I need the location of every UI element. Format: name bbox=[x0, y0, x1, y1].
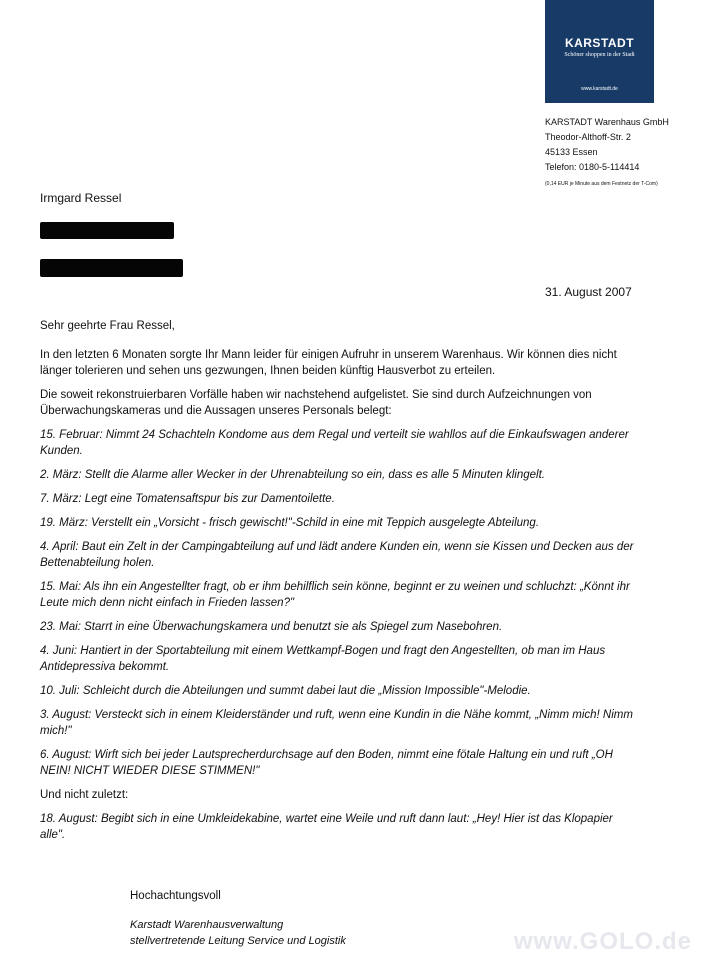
paragraph-intro: In den letzten 6 Monaten sorgte Ihr Mann leider für einigen Aufruhr in unserem Warenhaus. Wir können dies nicht länger tolerieren und sehen uns gezwungen, Ihnen beiden künftig Hausverbot zu erteilen. bbox=[40, 349, 617, 377]
signature-block bbox=[130, 917, 346, 949]
sender-phone-note: (0,14 EUR je Minute aus dem Festnetz der T-Com) bbox=[545, 181, 658, 187]
watermark: www.GOLO.de bbox=[513, 928, 692, 955]
final-incident: 18. August: Begibt sich in eine Umkleidekabine, wartet eine Weile und ruft dann laut: „Hey! Hier ist das Klopapier alle". bbox=[40, 813, 613, 841]
sender-city: 45133 Essen bbox=[545, 147, 598, 157]
sender-company: KARSTADT Warenhaus GmbH bbox=[545, 117, 669, 127]
logo-url: www.karstadt.de bbox=[581, 86, 618, 92]
incident-item: 6. August: Wirft sich bei jeder Lautsprecherdurchsage auf den Boden, nimmt eine fötale Haltung ein und ruft „OH NEIN! NICHT WIEDER DIESE STIMMEN!" bbox=[40, 749, 613, 777]
closing: Hochachtungsvoll bbox=[130, 890, 221, 902]
paragraph-list-intro: Die soweit rekonstruierbaren Vorfälle haben wir nachstehend aufgelistet. Sie sind durch Aufzeichnungen von Überwachungskameras und die Aussagen unseres Personals belegt: bbox=[40, 389, 592, 417]
karstadt-logo bbox=[545, 0, 654, 103]
transition-line: Und nicht zuletzt: bbox=[40, 789, 129, 801]
redacted-street bbox=[40, 222, 174, 239]
incident-item: 4. April: Baut ein Zelt in der Campingabteilung auf und lädt andere Kunden ein, wenn sie Kissen und Decken aus der Bettenabteilung holen. bbox=[40, 541, 634, 569]
logo-brand: KARSTADT bbox=[564, 36, 635, 50]
incident-item: 15. Mai: Als ihn ein Angestellter fragt, ob er ihm behilflich sein könne, beginnt er zu weinen und schluchzt: „Könnt ihr Leute mich denn nicht einfach in Frieden lassen?" bbox=[40, 581, 630, 609]
incident-item: 2. März: Stellt die Alarme aller Wecker in der Uhrenabteilung so ein, dass es alle 5 Minuten klingelt. bbox=[40, 469, 545, 481]
salutation: Sehr geehrte Frau Ressel, bbox=[40, 320, 175, 332]
incident-item: 7. März: Legt eine Tomatensaftspur bis zur Damentoilette. bbox=[40, 493, 335, 505]
letter-body bbox=[40, 318, 640, 851]
incident-item: 3. August: Versteckt sich in einem Kleiderständer und ruft, wenn eine Kundin in die Nähe kommt, „Nimm mich! Nimm mich!" bbox=[40, 709, 633, 737]
recipient-name: Irmgard Ressel bbox=[40, 191, 122, 205]
incident-item: 10. Juli: Schleicht durch die Abteilungen und summt dabei laut die „Mission Impossible"-Melodie. bbox=[40, 685, 531, 697]
incident-item: 19. März: Verstellt ein „Vorsicht - frisch gewischt!"-Schild in eine mit Teppich ausgelegte Abteilung. bbox=[40, 517, 540, 529]
signature-line2: stellvertretende Leitung Service und Logistik bbox=[130, 935, 346, 947]
redacted-city bbox=[40, 259, 183, 277]
sender-phone: Telefon: 0180-5-114414 bbox=[545, 162, 640, 172]
incident-item: 15. Februar: Nimmt 24 Schachteln Kondome aus dem Regal und verteilt sie wahllos auf die Einkaufswagen anderer Kunden. bbox=[40, 429, 629, 457]
sender-street: Theodor-Althoff-Str. 2 bbox=[545, 132, 631, 142]
incident-item: 23. Mai: Starrt in eine Überwachungskamera und benutzt sie als Spiegel zum Nasebohren. bbox=[40, 621, 503, 633]
sender-address bbox=[545, 115, 669, 189]
logo-slogan: Schöner shoppen in der Stadt bbox=[564, 52, 635, 58]
signature-line1: Karstadt Warenhausverwaltung bbox=[130, 919, 284, 931]
letter-date: 31. August 2007 bbox=[545, 285, 632, 299]
incident-item: 4. Juni: Hantiert in der Sportabteilung mit einem Wettkampf-Bogen und fragt den Angestellten, ob man im Haus Antidepressiva bekommt. bbox=[40, 645, 606, 673]
